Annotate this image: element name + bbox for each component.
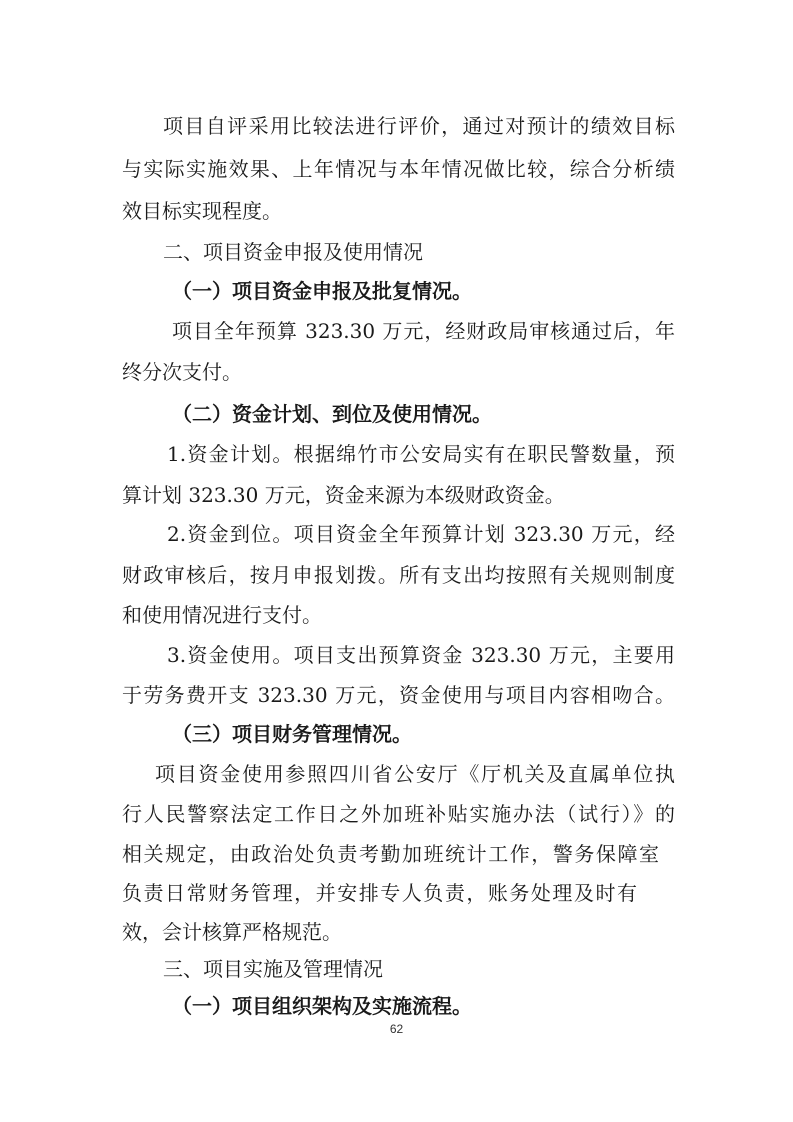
- paragraph-line: 于劳务费开支 323.30 万元，资金使用与项目内容相吻合。: [122, 683, 675, 707]
- section-heading: 二、项目资金申报及使用情况: [163, 240, 423, 264]
- subsection-heading: （三）项目财务管理情况。: [172, 722, 412, 746]
- paragraph-line: 和使用情况进行支付。: [122, 603, 322, 627]
- paragraph-line: 效目标实现程度。: [122, 199, 282, 223]
- subsection-heading: （一）项目资金申报及批复情况。: [172, 279, 472, 303]
- paragraph-line: 终分次支付。: [122, 360, 242, 384]
- paragraph-line: 项目资金使用参照四川省公安厅《厅机关及直属单位执: [155, 762, 675, 786]
- paragraph-line: 算计划 323.30 万元，资金来源为本级财政资金。: [122, 483, 565, 507]
- paragraph-line: 负责日常财务管理，并安排专人负责，账务处理及时有: [122, 881, 637, 905]
- section-heading: 三、项目实施及管理情况: [163, 957, 383, 981]
- paragraph-line: 3.资金使用。项目支出预算资金 323.30 万元，主要用: [167, 643, 675, 667]
- paragraph-line: 行人民警察法定工作日之外加班补贴实施办法（试行）》的: [122, 802, 675, 826]
- paragraph-line: 2.资金到位。项目资金全年预算计划 323.30 万元，经: [167, 522, 675, 546]
- subsection-heading: （二）资金计划、到位及使用情况。: [172, 402, 492, 426]
- paragraph-line: 项目全年预算 323.30 万元，经财政局审核通过后，年: [172, 319, 675, 343]
- page-number: 62: [389, 1022, 404, 1036]
- paragraph-line: 相关规定，由政治处负责考勤加班统计工作，警务保障室: [122, 842, 659, 866]
- paragraph-line: 与实际实施效果、上年情况与本年情况做比较，综合分析绩: [122, 157, 675, 181]
- subsection-heading: （一）项目组织架构及实施流程。: [172, 994, 472, 1018]
- paragraph-line: 效，会计核算严格规范。: [122, 920, 342, 944]
- paragraph-line: 1.资金计划。根据绵竹市公安局实有在职民警数量，预: [167, 442, 675, 466]
- paragraph-line: 项目自评采用比较法进行评价，通过对预计的绩效目标: [163, 114, 675, 138]
- paragraph-line: 财政审核后，按月申报划拨。所有支出均按照有关规则制度: [122, 563, 675, 587]
